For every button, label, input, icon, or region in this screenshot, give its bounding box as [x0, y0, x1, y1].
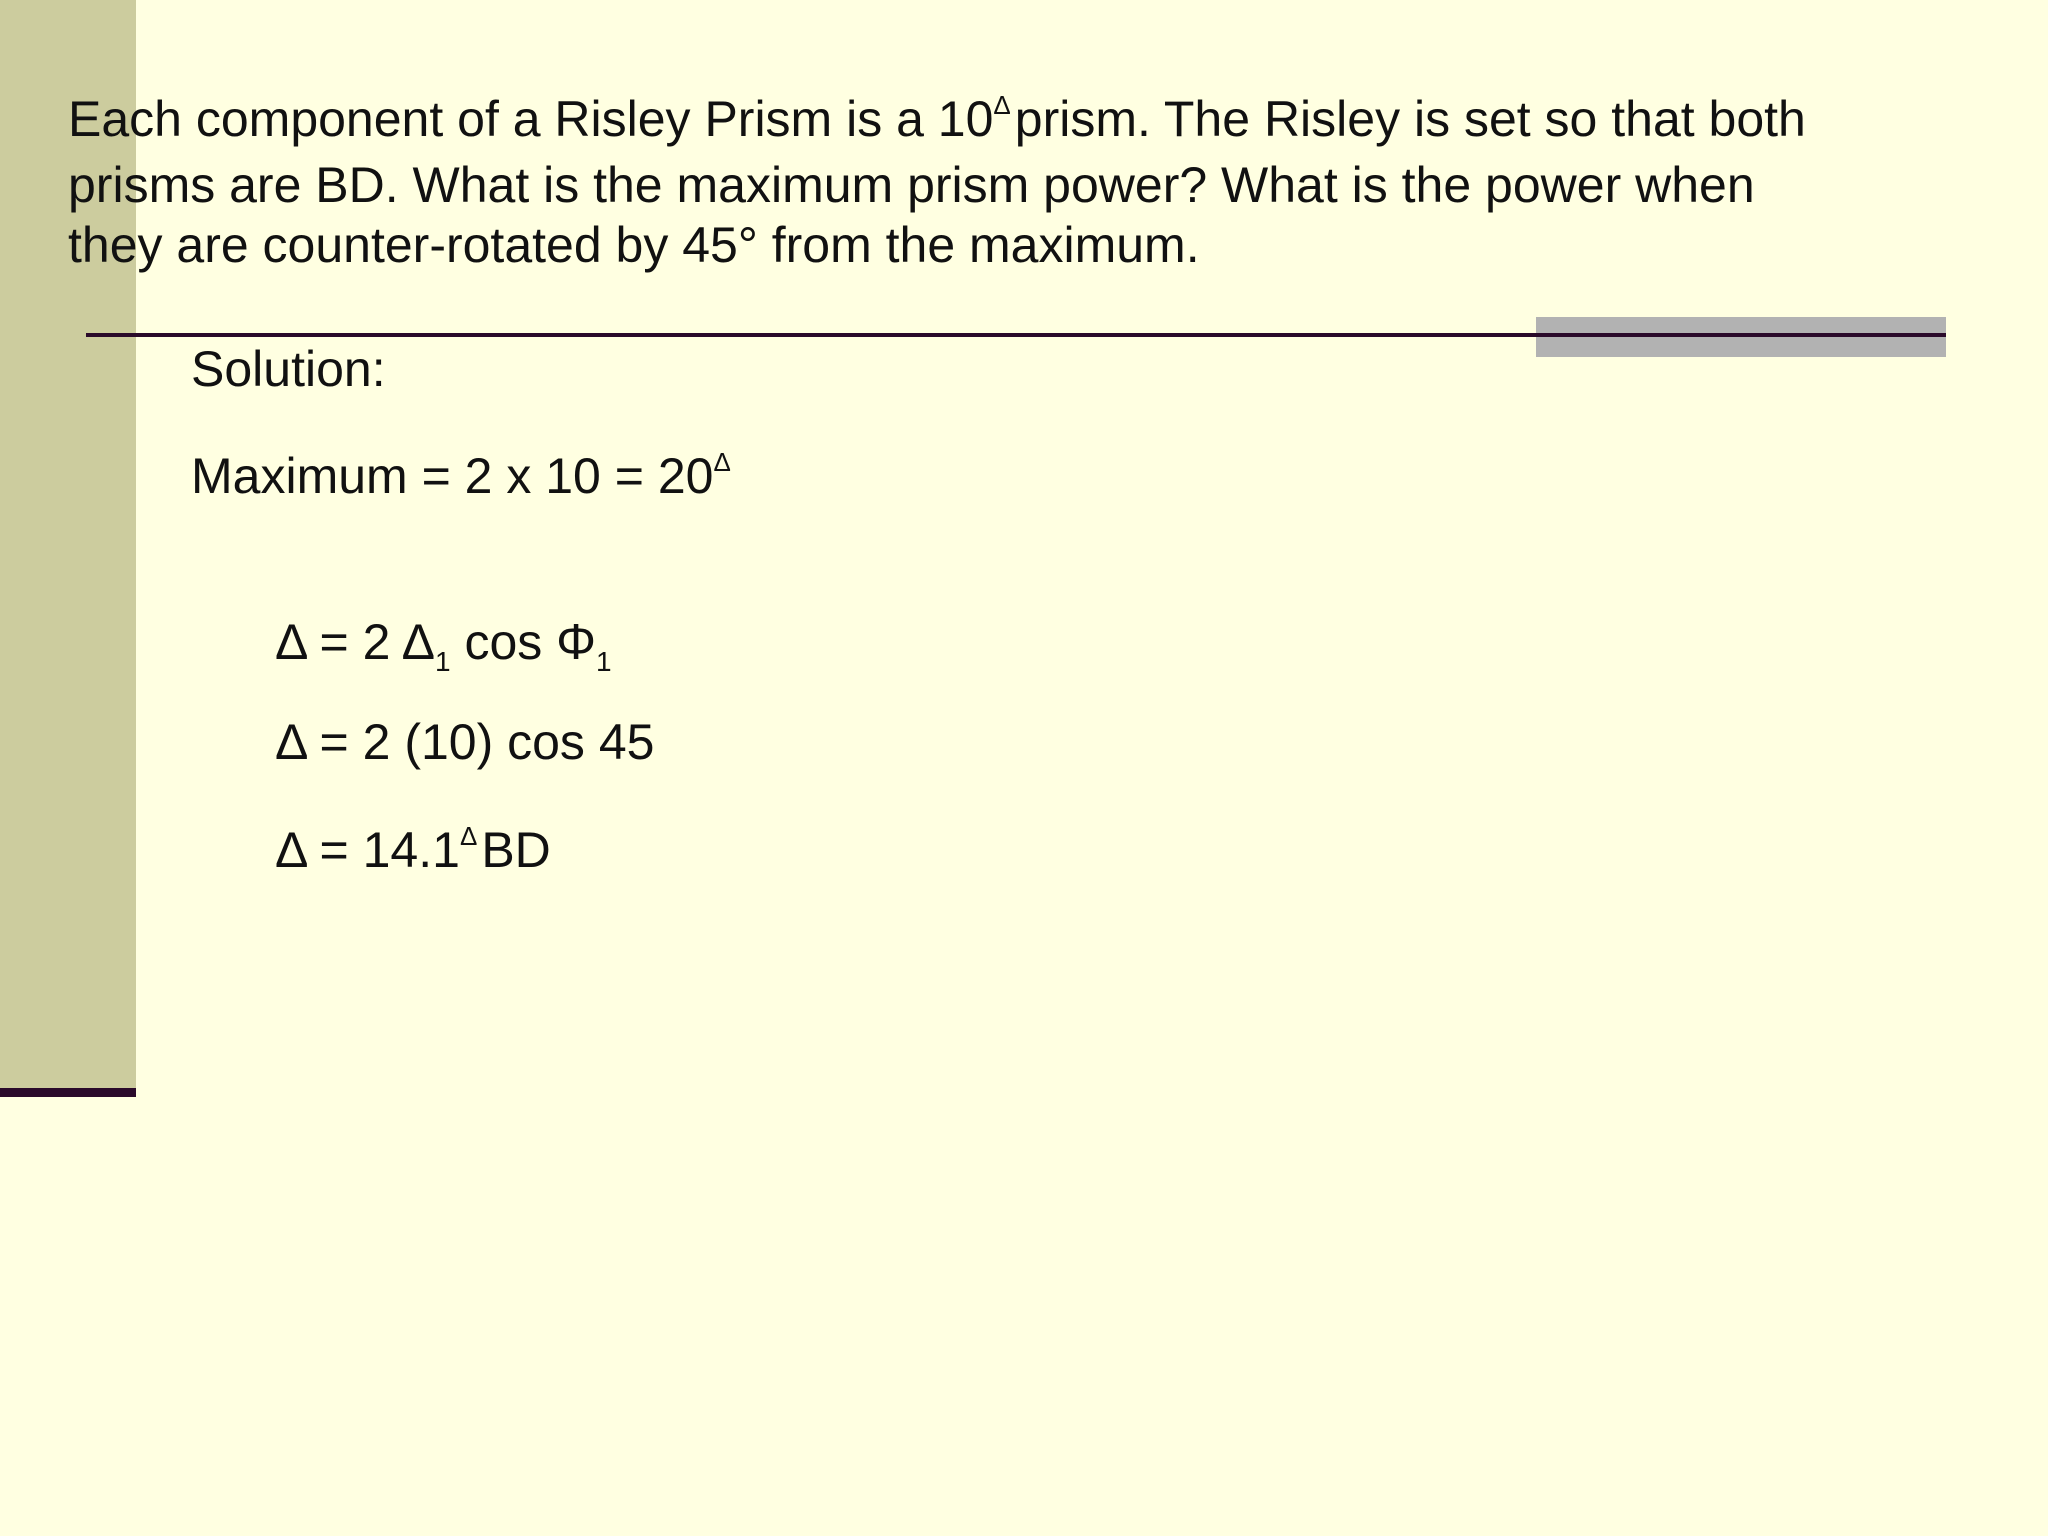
question-line-3: they are counter-rotated by 45° from the maximum.: [68, 217, 1200, 273]
prism-diopter-symbol: Δ: [993, 90, 1011, 120]
subscript: 1: [434, 646, 451, 677]
substitution-line: Δ = 2 (10) cos 45: [275, 714, 655, 770]
subscript: 1: [596, 646, 612, 677]
formula-line: Δ = 2 $\Delta_1$ $\cos \Phi_1$: [275, 614, 612, 677]
maximum-line: Maximum = 2 x $10 = 20^\Delta$: [191, 447, 731, 504]
solution-label: Solution:: [191, 341, 386, 397]
prism-diopter-symbol: Δ: [459, 821, 478, 851]
prism-diopter-symbol: Δ: [713, 447, 731, 477]
question-line-1: Each component of a Risley Prism is a $10^\Delta prism$. The Risley is set so that both: [68, 90, 1806, 147]
question-text: [68, 72, 1968, 278]
left-accent-underline: [0, 1088, 136, 1097]
header-accent-block: [1536, 317, 1946, 357]
title-divider: [86, 333, 1946, 337]
question-line-2: prisms are BD. What is the maximum prism power? What is the power when: [68, 157, 1755, 213]
result-line: $\Delta = 14.1^\Delta BD$: [275, 821, 551, 878]
